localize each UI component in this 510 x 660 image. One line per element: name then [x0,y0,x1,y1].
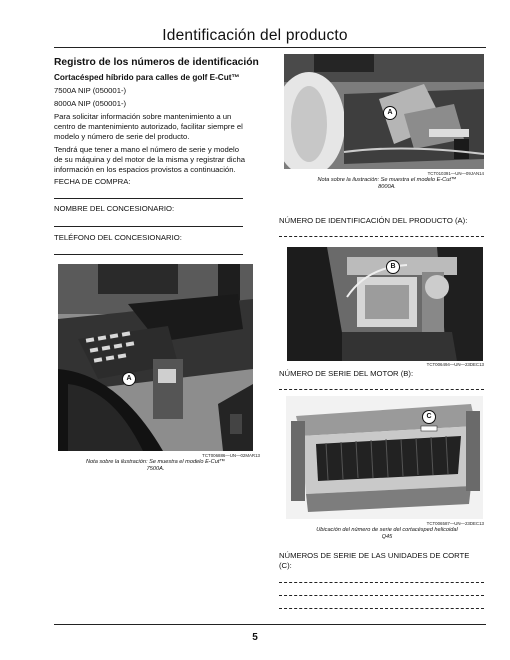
callout-a-right: A [383,106,397,120]
model-line-8000a: 8000A NIP (050001-) [54,99,127,108]
cutting-unit-serial-field-3[interactable] [279,608,484,609]
page-number: 5 [252,632,258,643]
right-photo1-code: TCT010391—UN—09JAN14 [427,171,484,176]
callout-a-left: A [122,372,136,386]
mower-control-panel-photo [58,264,253,451]
intro-paragraph: Para solicitar información sobre mantenimiento a un centro de mantenimiento autorizado, facilitar siempre el modelo y número de serie del producto. [54,112,243,141]
right-photo2-code: TCT006494—UN—23DEC13 [426,362,484,367]
dealer-phone-label: TELÉFONO DEL CONCESIONARIO: [54,233,182,242]
model-line-7500a: 7500A NIP (050001-) [54,86,127,95]
right-photo3-code: TCT006587—UN—23DEC13 [426,521,484,526]
dealer-name-label: NOMBRE DEL CONCESIONARIO: [54,204,175,213]
right-photo1-caption: Nota sobre la ilustración: Se muestra el modelo E-Cut™ 8000A. [317,177,457,190]
dealer-name-field[interactable] [54,226,243,227]
right-photo3-caption: Ubicación del número de serie del cortacésped helicoidal Q45 [316,527,458,540]
engine-photo [287,247,483,361]
mower-wheel-photo [284,54,484,169]
purchase-date-field[interactable] [54,198,243,199]
product-subheading: Cortacésped híbrido para calles de golf E-Cut™ [54,73,240,82]
footer-rule [54,624,486,625]
pin-label: NÚMERO DE IDENTIFICACIÓN DEL PRODUCTO (A): [279,216,468,225]
cutting-units-label: NÚMEROS DE SERIE DE LAS UNIDADES DE CORTE (C): [279,551,470,570]
cutting-unit-serial-field-1[interactable] [279,582,484,583]
purchase-date-label: FECHA DE COMPRA: [54,177,131,186]
cutting-unit-serial-field-2[interactable] [279,595,484,596]
callout-c: C [422,410,436,424]
callout-b: B [386,260,400,274]
section-heading: Registro de los números de identificación [54,57,259,68]
dealer-phone-field[interactable] [54,254,243,255]
left-photo-caption: Nota sobre la ilustración: Se muestra el modelo E-Cut™ 7500A. [86,459,225,472]
left-photo-code: TCT006886—UN—02MAR13 [202,453,260,458]
engine-serial-label: NÚMERO DE SERIE DEL MOTOR (B): [279,369,414,378]
reel-mower-photo [286,396,483,519]
page-title: Identificación del producto [162,27,348,44]
engine-serial-field[interactable] [279,389,484,390]
instructions-paragraph: Tendrá que tener a mano el número de serie y modelo de su máquina y del motor de la misma y registrar dicha información en los espacios provistos a continuación. [54,145,245,174]
pin-field[interactable] [279,236,484,237]
title-rule [54,47,486,48]
